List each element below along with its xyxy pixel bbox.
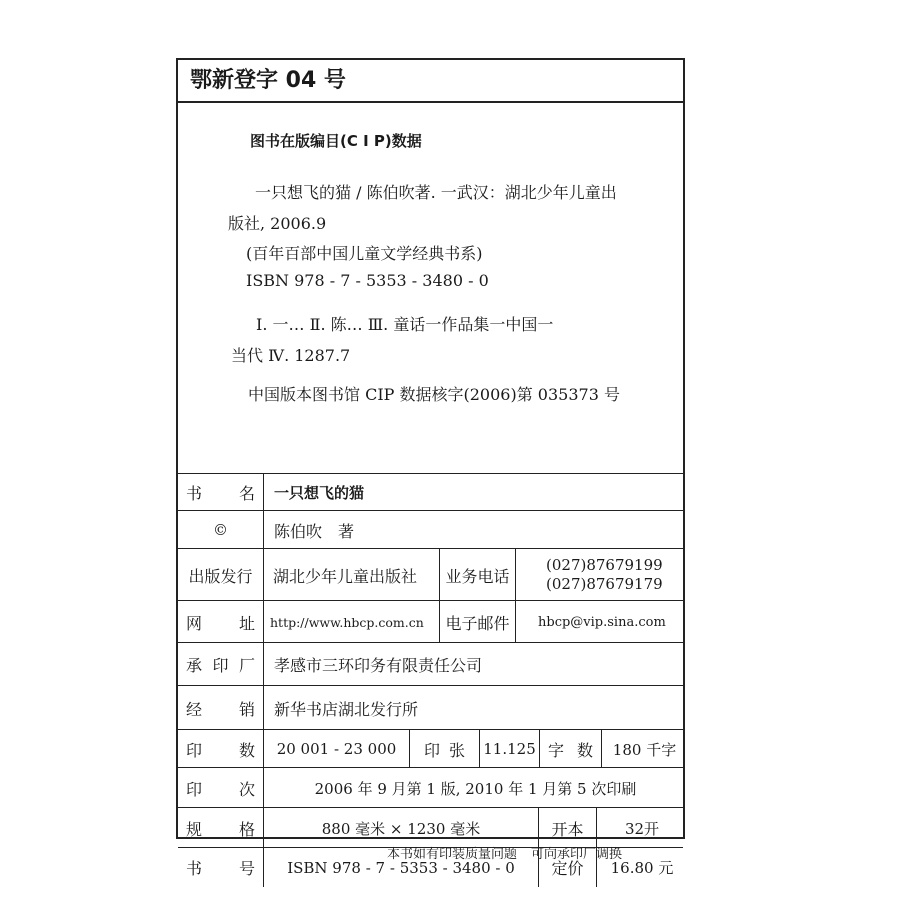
words-label: 字 数 <box>539 730 601 768</box>
email-label: 电子邮件 <box>439 601 515 643</box>
impression-label: 印 次 <box>186 779 255 799</box>
copyright-symbol: © <box>213 521 228 539</box>
format-value: 32开 <box>596 808 687 848</box>
cip-line: (百年百部中国儿童文学经典书系) <box>246 244 483 263</box>
printer-label: 承 印 厂 <box>186 656 255 675</box>
cip-title: 图书在版编目(C I P)数据 <box>250 132 422 150</box>
cip-line: Ⅰ. 一… Ⅱ. 陈… Ⅲ. 童话一作品集一中国一 <box>256 315 554 334</box>
quality-notice-part: 本书如有印装质量问题 <box>387 847 518 862</box>
cip-line: 版社, 2006.9 <box>228 214 327 233</box>
sheets-label: 印 张 <box>409 730 479 768</box>
cip-line: 一只想飞的猫 / 陈伯吹著. 一武汉：湖北少年儿童出 <box>255 183 617 202</box>
distributor-label: 经 销 <box>186 699 255 719</box>
cip-data-block <box>178 103 683 473</box>
table-row <box>178 510 683 549</box>
sheets-value: 11.125 <box>479 730 539 768</box>
spec-value: 880 毫米 × 1230 毫米 <box>263 808 538 848</box>
publisher-value: 湖北少年儿童出版社 <box>263 549 439 601</box>
table-row <box>178 767 683 808</box>
registration-header: 鄂新登字 04 号 <box>178 60 683 103</box>
cip-line: 中国版本图书馆 CIP 数据核字(2006)第 035373 号 <box>248 385 620 404</box>
table-row <box>178 729 683 768</box>
phone-number: (027)87679179 <box>546 575 663 593</box>
price-value: 16.80 元 <box>596 848 687 887</box>
table-row <box>178 807 683 848</box>
cip-line: ISBN 978 - 7 - 5353 - 3480 - 0 <box>246 271 489 290</box>
email-link[interactable]: hbcp@vip.sina.com <box>515 601 687 643</box>
spec-label: 规 格 <box>186 819 255 839</box>
website-link[interactable]: http://www.hbcp.com.cn <box>263 601 439 643</box>
words-value: 180 千字 <box>601 730 687 768</box>
printer-value: 孝感市三环印务有限责任公司 <box>263 643 687 686</box>
website-label: 网 址 <box>186 613 255 633</box>
table-row <box>178 642 683 686</box>
author-value: 陈伯吹 著 <box>263 511 687 549</box>
print-count-value: 20 001 - 23 000 <box>263 730 409 768</box>
quality-notice <box>387 843 622 862</box>
book-title-label: 书 名 <box>186 484 255 503</box>
table-row <box>178 548 683 601</box>
book-title-value: 一只想飞的猫 <box>263 474 687 511</box>
cip-line: 当代 Ⅳ. 1287.7 <box>231 346 351 365</box>
quality-notice-part: 可向承印厂调换 <box>531 847 623 862</box>
publisher-label: 出版发行 <box>188 566 253 586</box>
isbn-label: 书 号 <box>186 859 255 878</box>
phone-number: (027)87679199 <box>546 556 663 574</box>
isbn-value: ISBN 978 - 7 - 5353 - 3480 - 0 <box>263 848 538 887</box>
table-row <box>178 600 683 643</box>
table-row <box>178 473 683 511</box>
phone-values <box>515 549 687 601</box>
phone-label: 业务电话 <box>439 549 515 601</box>
table-row <box>178 685 683 730</box>
price-label: 定价 <box>538 848 596 887</box>
distributor-value: 新华书店湖北发行所 <box>263 686 687 730</box>
impression-value: 2006 年 9 月第 1 版, 2010 年 1 月第 5 次印刷 <box>263 768 687 808</box>
print-count-label: 印 数 <box>186 740 255 760</box>
format-label: 开本 <box>538 808 596 848</box>
